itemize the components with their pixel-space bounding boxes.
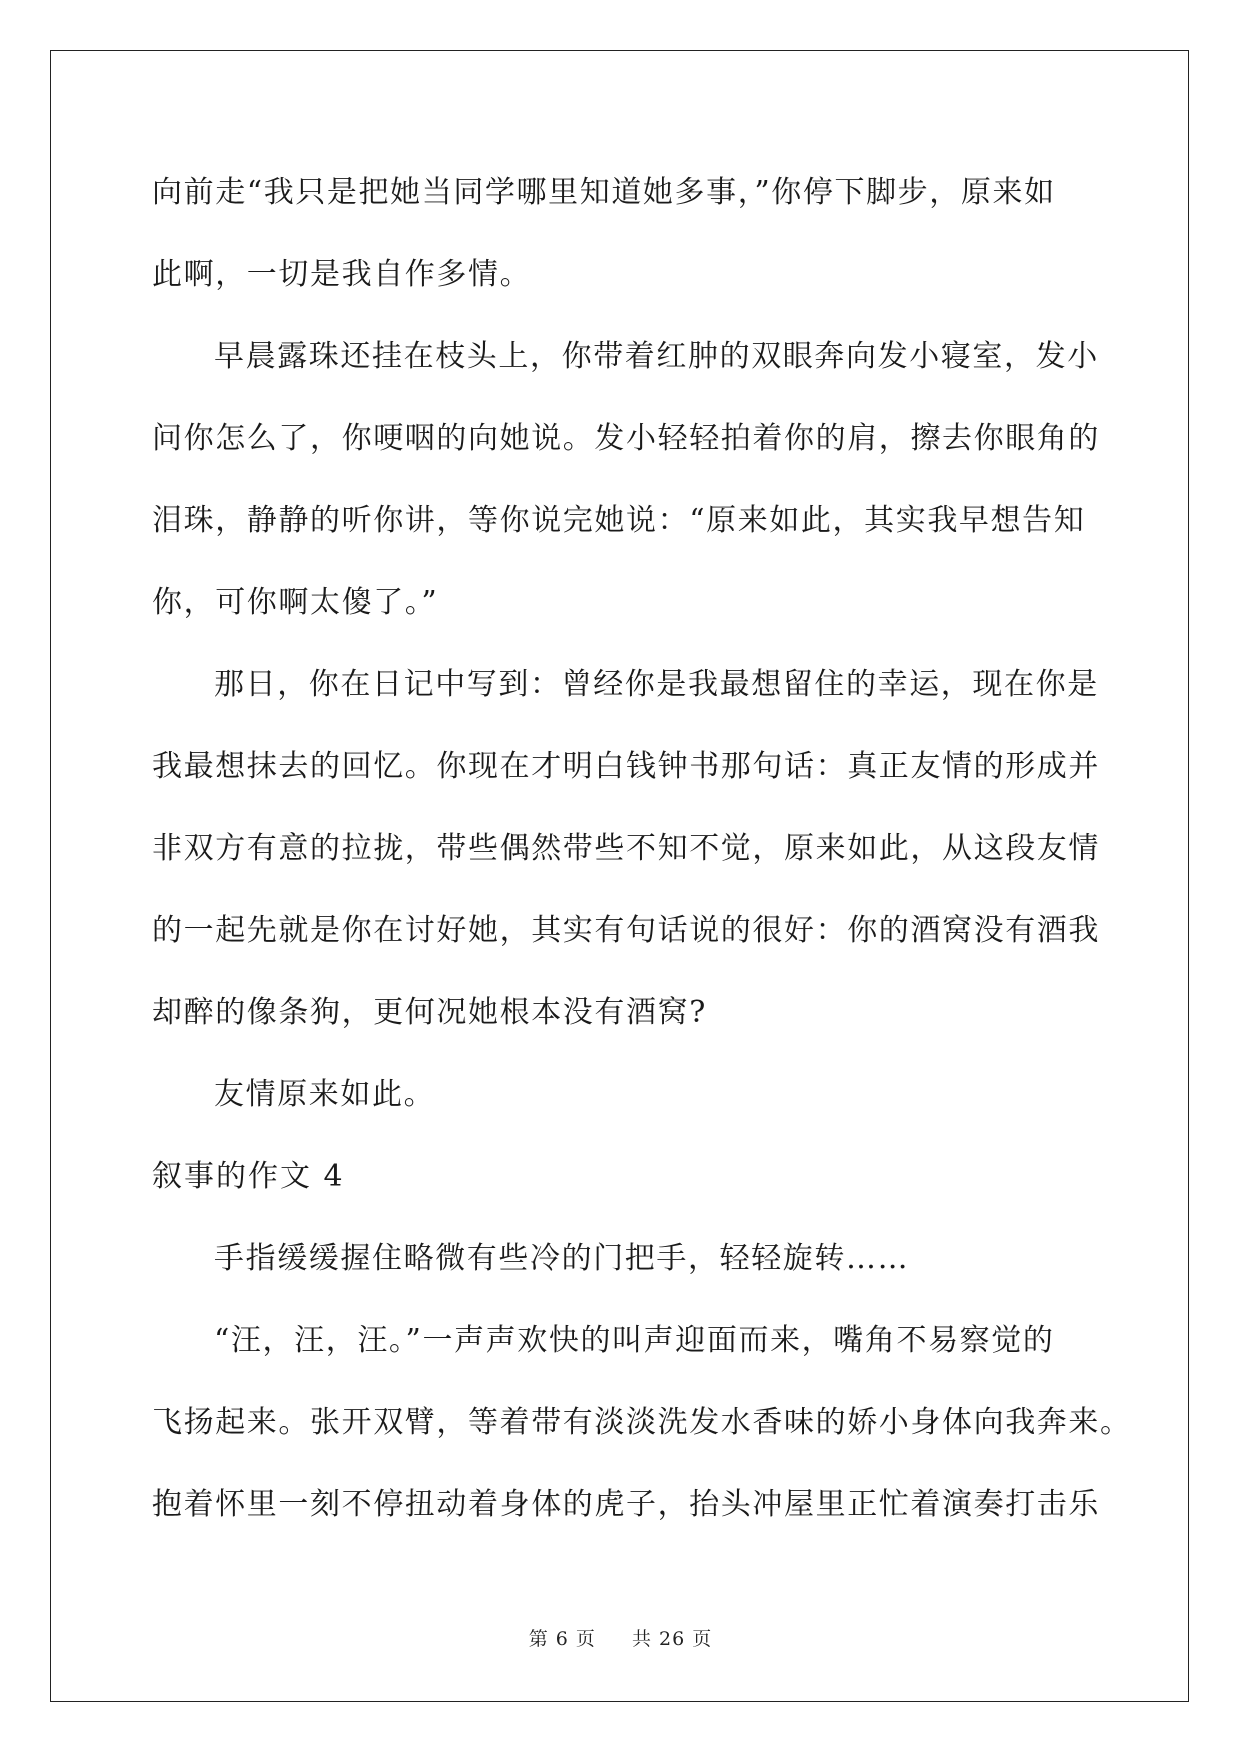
paragraph-start: 早晨露珠还挂在枝头上，你带着红肿的双眼奔向发小寝室，发小	[214, 339, 1099, 374]
section-heading: 叙事的作文 4	[152, 1159, 345, 1194]
paragraph-start: 手指缓缓握住略微有些冷的门把手，轻轻旋转……	[214, 1241, 910, 1276]
text-line: 向前走“我只是把她当同学哪里知道她多事，”你停下脚步，原来如	[152, 175, 1056, 210]
page-footer	[0, 1624, 1241, 1651]
text-line: 泪珠，静静的听你讲，等你说完她说：“原来如此，其实我早想告知	[152, 503, 1086, 538]
text-line: 问你怎么了，你哽咽的向她说。发小轻轻拍着你的肩，擦去你眼角的	[152, 421, 1100, 456]
text-line: 我最想抹去的回忆。你现在才明白钱钟书那句话：真正友情的形成并	[152, 749, 1100, 784]
paragraph-start: “汪，汪，汪。”一声声欢快的叫声迎面而来，嘴角不易察觉的	[214, 1323, 1055, 1358]
text-line: 飞扬起来。张开双臂，等着带有淡淡洗发水香味的娇小身体向我奔来。	[152, 1405, 1132, 1440]
page-number: 第 6 页	[528, 1628, 596, 1650]
text-line: 却醉的像条狗，更何况她根本没有酒窝?	[152, 995, 707, 1030]
page-total: 共 26 页	[632, 1628, 713, 1650]
paragraph-start: 那日，你在日记中写到：曾经你是我最想留住的幸运，现在你是	[214, 667, 1099, 702]
paragraph-start: 友情原来如此。	[214, 1077, 436, 1112]
text-line: 的一起先就是你在讨好她，其实有句话说的很好：你的酒窝没有酒我	[152, 913, 1100, 948]
text-line: 非双方有意的拉拢，带些偶然带些不知不觉，原来如此，从这段友情	[152, 831, 1100, 866]
text-line: 你，可你啊太傻了。”	[152, 585, 439, 620]
text-line: 此啊，一切是我自作多情。	[152, 257, 532, 292]
document-body	[152, 152, 1132, 1546]
text-line: 抱着怀里一刻不停扭动着身体的虎子，抬头冲屋里正忙着演奏打击乐	[152, 1487, 1100, 1522]
